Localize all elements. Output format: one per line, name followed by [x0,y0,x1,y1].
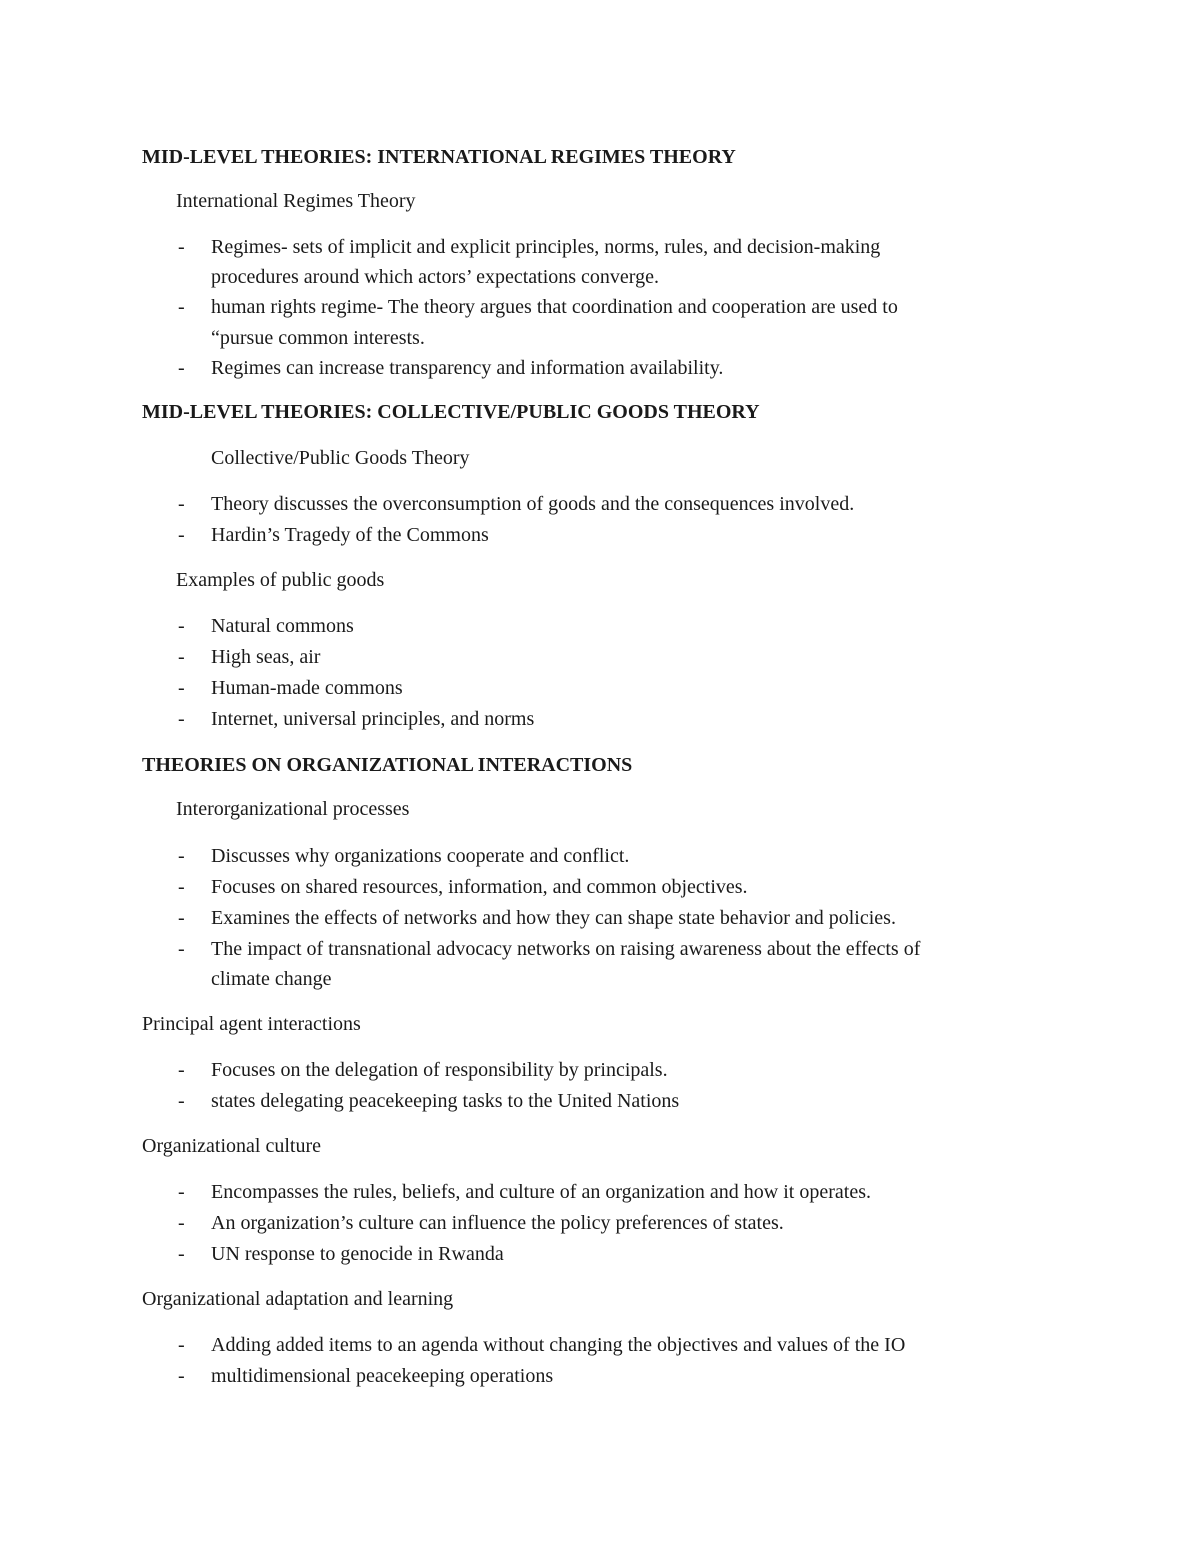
bullet-text: Hardin’s Tragedy of the Commons [211,524,489,546]
bullet-dash: - [178,938,185,960]
bullet-text: multidimensional peacekeeping operations [211,1365,554,1387]
bullet-dash: - [178,1334,185,1356]
section-subheading: Organizational culture [142,1135,322,1157]
bullet-text: Internet, universal principles, and norms [211,708,535,730]
bullet-dash: - [178,296,185,318]
bullet-dash: - [178,1059,185,1081]
bullet-text: The impact of transnational advocacy networks on raising awareness about the effects of [211,938,921,960]
bullet-text: Theory discusses the overconsumption of goods and the consequences involved. [211,493,855,515]
bullet-text: Focuses on the delegation of responsibility by principals. [211,1059,668,1081]
bullet-dash: - [178,1365,185,1387]
bullet-text: states delegating peacekeeping tasks to the United Nations [211,1090,680,1112]
section-subheading: Principal agent interactions [142,1013,361,1035]
section-heading: MID-LEVEL THEORIES: COLLECTIVE/PUBLIC GOODS THEORY [142,401,760,423]
bullet-text: An organization’s culture can influence the policy preferences of states. [211,1212,784,1234]
bullet-text: High seas, air [211,646,321,668]
bullet-dash: - [178,357,185,379]
bullet-text: Regimes- sets of implicit and explicit principles, norms, rules, and decision-making [211,236,881,258]
bullet-dash: - [178,646,185,668]
section-subheading: International Regimes Theory [176,190,416,212]
bullet-dash: - [178,876,185,898]
bullet-dash: - [178,708,185,730]
section-heading: MID-LEVEL THEORIES: INTERNATIONAL REGIMES THEORY [142,146,736,168]
section-subheading: Collective/Public Goods Theory [211,447,470,469]
section-subheading: Examples of public goods [176,569,385,591]
bullet-dash: - [178,677,185,699]
bullet-text-continuation: climate change [211,968,332,990]
section-subheading: Organizational adaptation and learning [142,1288,454,1310]
bullet-dash: - [178,1181,185,1203]
bullet-text: Examines the effects of networks and how they can shape state behavior and policies. [211,907,896,929]
section-subheading: Interorganizational processes [176,798,410,820]
bullet-dash: - [178,1212,185,1234]
bullet-dash: - [178,524,185,546]
bullet-text: Discusses why organizations cooperate and conflict. [211,845,630,867]
bullet-text: Adding added items to an agenda without changing the objectives and values of the IO [211,1334,906,1356]
bullet-text: human rights regime- The theory argues that coordination and cooperation are used to [211,296,898,318]
bullet-text: Human-made commons [211,677,403,699]
section-heading: THEORIES ON ORGANIZATIONAL INTERACTIONS [142,754,633,776]
bullet-dash: - [178,1090,185,1112]
bullet-dash: - [178,845,185,867]
bullet-text: Encompasses the rules, beliefs, and culture of an organization and how it operates. [211,1181,871,1203]
bullet-dash: - [178,907,185,929]
bullet-dash: - [178,493,185,515]
bullet-text: Focuses on shared resources, information, and common objectives. [211,876,748,898]
bullet-text: UN response to genocide in Rwanda [211,1243,504,1265]
bullet-dash: - [178,236,185,258]
bullet-text-continuation: “pursue common interests. [211,327,425,349]
bullet-dash: - [178,615,185,637]
bullet-text: Natural commons [211,615,354,637]
bullet-text-continuation: procedures around which actors’ expectations converge. [211,266,659,288]
bullet-dash: - [178,1243,185,1265]
bullet-text: Regimes can increase transparency and information availability. [211,357,724,379]
